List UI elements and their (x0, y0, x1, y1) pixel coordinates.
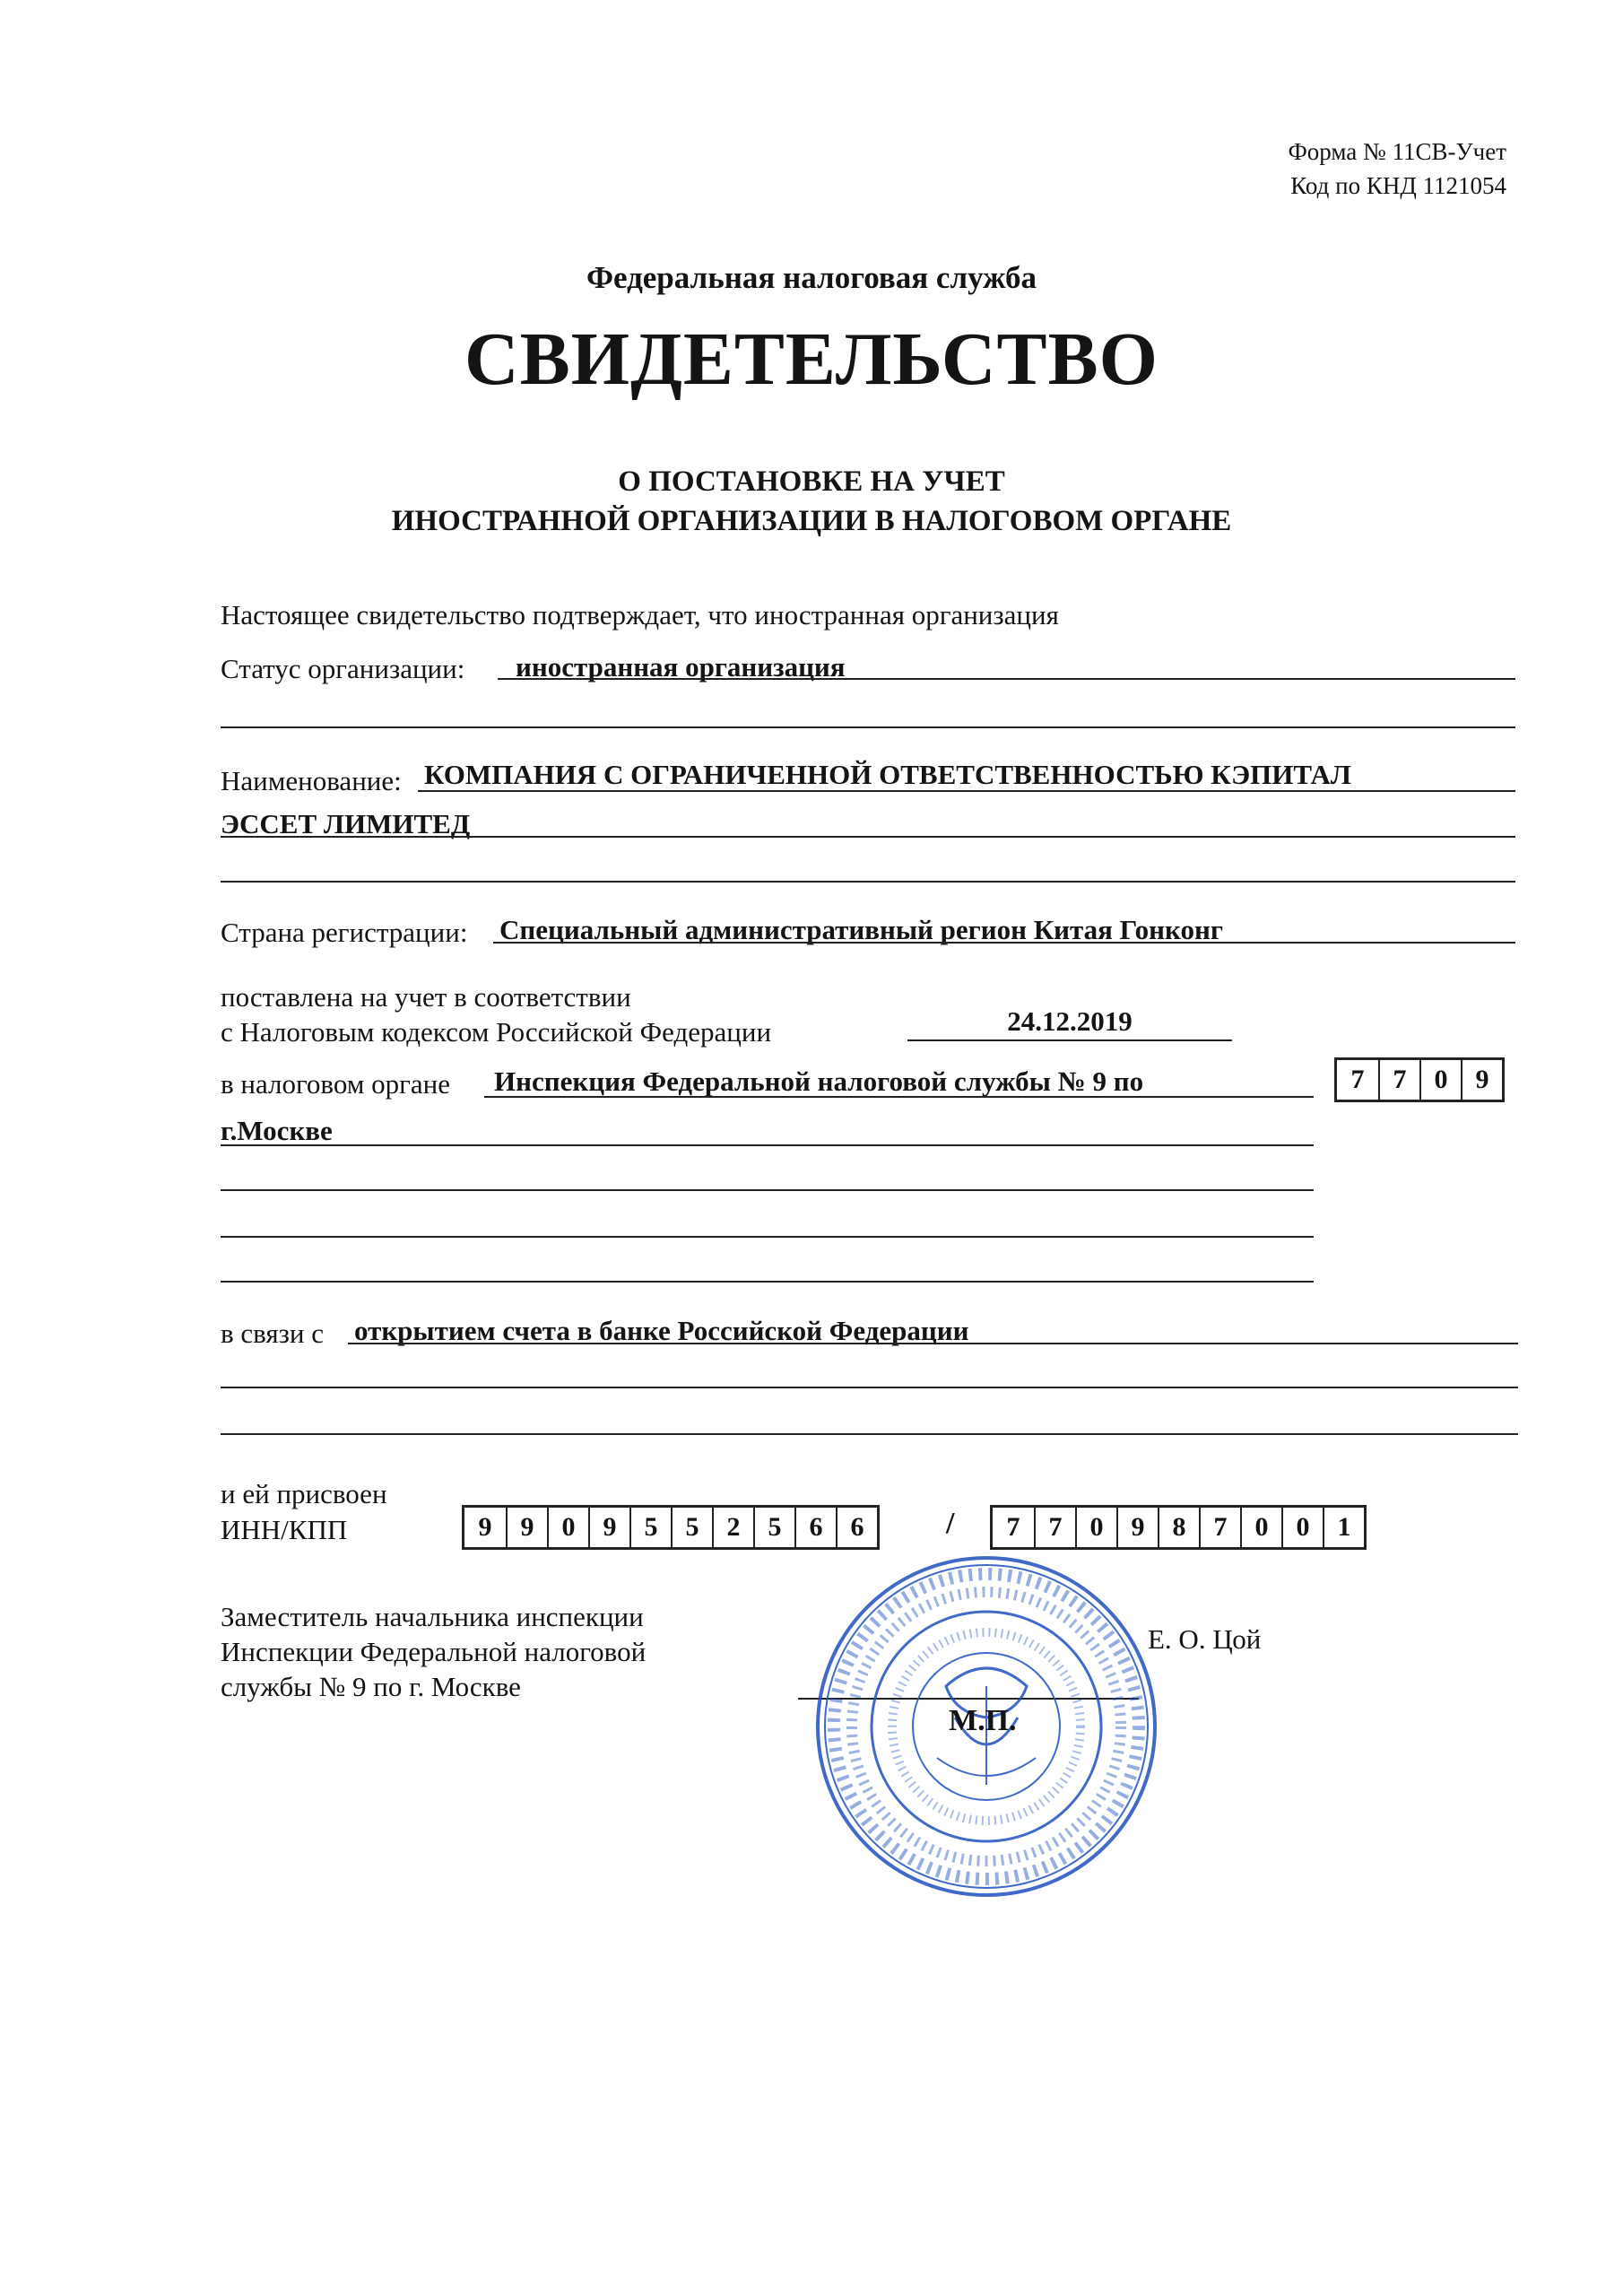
blank-line (221, 1189, 1314, 1191)
name-underline-2 (221, 836, 1515, 838)
inn-cells (462, 1505, 880, 1550)
kpp-digit: 7 (1034, 1508, 1075, 1547)
blank-line (221, 726, 1515, 728)
signatory-name: Е. О. Цой (1148, 1623, 1262, 1655)
code-digit: 7 (1350, 1065, 1365, 1094)
inn-digit: 5 (671, 1508, 712, 1547)
inn-digit: 9 (478, 1512, 492, 1542)
kpp-digit: 0 (1240, 1508, 1281, 1547)
signatory-position-line-1: Заместитель начальника инспекции (221, 1601, 644, 1632)
name-value-line-1: КОМПАНИЯ С ОГРАНИЧЕННОЙ ОТВЕТСТВЕННОСТЬЮ КЭПИТАЛ (424, 759, 1352, 790)
tax-authority-label: в налоговом органе (221, 1068, 450, 1100)
document-subtitle (0, 462, 1623, 541)
reason-label: в связи с (221, 1318, 324, 1349)
tax-authority-value-line-1: Инспекция Федеральной налоговой службы № 9 по (494, 1065, 1144, 1097)
tax-authority-underline-1 (484, 1096, 1314, 1098)
form-number: Форма № 11СВ-Учет (1288, 138, 1506, 165)
inn-digit: 5 (629, 1508, 671, 1547)
country-label: Страна регистрации: (221, 917, 468, 948)
tax-authority-code (1334, 1057, 1505, 1102)
name-label: Наименование: (221, 765, 402, 796)
knd-code: Код по КНД 1121054 (1290, 172, 1506, 199)
inn-digit: 6 (794, 1508, 836, 1547)
blank-line (221, 1387, 1518, 1388)
blank-line (221, 881, 1515, 883)
status-value: иностранная организация (516, 651, 846, 683)
country-underline (493, 942, 1515, 944)
reason-value: открытием счета в банке Российской Федерации (354, 1315, 969, 1346)
tax-authority-underline-2 (221, 1144, 1314, 1146)
kpp-digit: 7 (1199, 1508, 1240, 1547)
inn-kpp-separator: / (946, 1507, 955, 1540)
tax-authority-value-line-2: г.Москве (221, 1115, 333, 1146)
inn-digit: 5 (753, 1508, 794, 1547)
signatory-position-line-2: Инспекции Федеральной налоговой (221, 1636, 647, 1667)
stamp-place-mark: М.П. (949, 1704, 1017, 1737)
code-digit: 7 (1378, 1060, 1419, 1100)
registration-text-line-1: поставлена на учет в соответствии (221, 981, 631, 1013)
kpp-digit: 1 (1323, 1508, 1364, 1547)
signatory-position-line-3: службы № 9 по г. Москве (221, 1671, 521, 1702)
kpp-digit: 8 (1158, 1508, 1199, 1547)
country-value: Специальный административный регион Китая Гонконг (499, 914, 1223, 945)
kpp-cells (990, 1505, 1367, 1550)
blank-line (221, 1281, 1314, 1283)
assigned-text: и ей присвоен (221, 1478, 387, 1509)
code-digit: 9 (1461, 1060, 1502, 1100)
inn-digit: 0 (547, 1508, 588, 1547)
inn-digit: 9 (506, 1508, 547, 1547)
registration-date: 24.12.2019 (1007, 1005, 1133, 1037)
kpp-digit: 0 (1075, 1508, 1116, 1547)
subtitle-line-2: ИНОСТРАННОЙ ОРГАНИЗАЦИИ В НАЛОГОВОМ ОРГАНЕ (391, 505, 1232, 537)
intro-text: Настоящее свидетельство подтверждает, что иностранная организация (221, 599, 1059, 631)
kpp-digit: 9 (1116, 1508, 1158, 1547)
kpp-digit: 7 (1006, 1512, 1020, 1542)
date-underline (907, 1039, 1232, 1041)
document-title: СВИДЕТЕЛЬСТВО (464, 317, 1159, 401)
status-underline (498, 678, 1515, 680)
inn-digit: 2 (712, 1508, 753, 1547)
kpp-digit: 0 (1281, 1508, 1323, 1547)
inn-digit: 9 (588, 1508, 629, 1547)
status-label: Статус организации: (221, 653, 465, 684)
agency-name: Федеральная налоговая служба (586, 260, 1037, 295)
inn-kpp-label: ИНН/КПП (221, 1514, 348, 1545)
registration-text-line-2: с Налоговым кодексом Российской Федерации (221, 1016, 772, 1048)
inn-digit: 6 (836, 1508, 877, 1547)
reason-underline (348, 1343, 1518, 1344)
subtitle-line-1: О ПОСТАНОВКЕ НА УЧЕТ (618, 465, 1005, 498)
blank-line (221, 1236, 1314, 1238)
code-digit: 0 (1419, 1060, 1461, 1100)
blank-line (221, 1433, 1518, 1435)
name-underline-1 (418, 790, 1515, 792)
name-value-line-2: ЭССЕТ ЛИМИТЕД (221, 808, 471, 839)
